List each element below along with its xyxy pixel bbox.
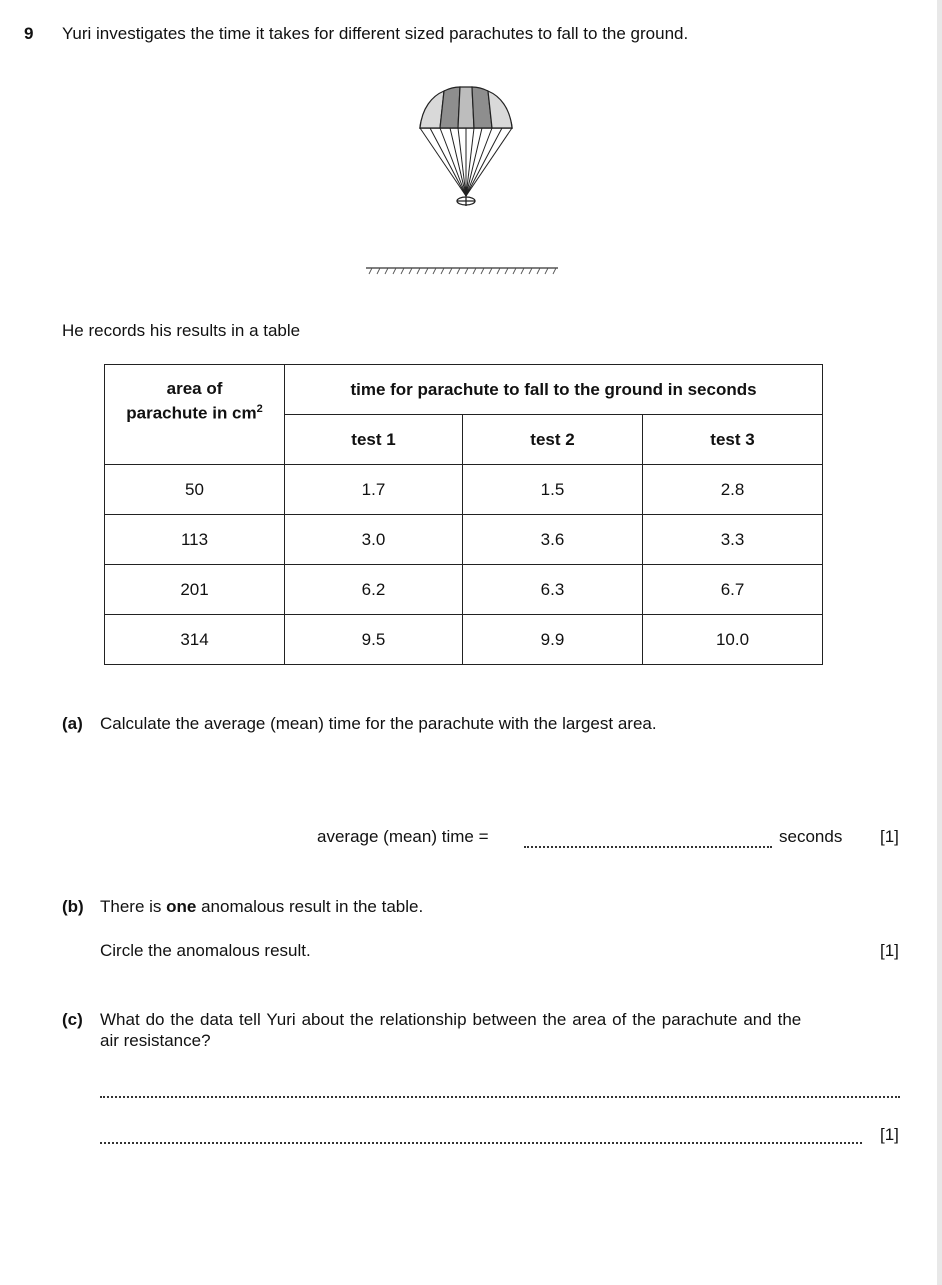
time-cell[interactable]: 10.0 <box>643 615 823 665</box>
area-cell: 50 <box>105 465 285 515</box>
area-cell: 314 <box>105 615 285 665</box>
area-header-line1: area of <box>166 379 223 398</box>
time-cell[interactable]: 1.5 <box>463 465 643 515</box>
area-header <box>105 365 285 465</box>
table-row <box>105 515 823 565</box>
part-a-text: Calculate the average (mean) time for the parachute with the largest area. <box>100 714 657 733</box>
part-a-label: (a) <box>62 714 83 733</box>
part-c-answer-line-2[interactable] <box>100 1142 862 1144</box>
question-number: 9 <box>24 24 34 43</box>
time-cell[interactable]: 6.7 <box>643 565 823 615</box>
parachute-illustration <box>410 82 522 214</box>
part-a-marks: [1] <box>880 827 899 846</box>
part-a-answer-label: average (mean) time = <box>317 827 489 846</box>
part-c-label: (c) <box>62 1010 83 1029</box>
part-b-text-after: anomalous result in the table. <box>196 897 424 916</box>
results-table <box>104 364 823 665</box>
table-row <box>105 465 823 515</box>
part-a-unit: seconds <box>779 827 843 846</box>
time-header: time for parachute to fall to the ground in seconds <box>285 365 823 415</box>
part-c-text-line1: What do the data tell Yuri about the relationship between the area of the parachute and the <box>100 1010 802 1029</box>
test-2-header: test 2 <box>463 415 643 465</box>
question-intro: Yuri investigates the time it takes for different sized parachutes to fall to the ground. <box>62 24 689 43</box>
page-edge <box>937 0 942 1285</box>
time-cell[interactable]: 9.9 <box>463 615 643 665</box>
part-c-marks: [1] <box>880 1125 899 1144</box>
time-cell[interactable]: 9.5 <box>285 615 463 665</box>
part-b-text-bold: one <box>166 897 197 916</box>
time-cell[interactable]: 6.2 <box>285 565 463 615</box>
part-a-answer-line[interactable] <box>524 846 772 848</box>
part-b-label: (b) <box>62 897 84 916</box>
test-1-header: test 1 <box>285 415 463 465</box>
table-header-row <box>105 365 823 415</box>
area-header-line2: parachute in cm <box>126 403 257 423</box>
part-b-instruction: Circle the anomalous result. <box>100 941 311 960</box>
time-cell[interactable]: 3.6 <box>463 515 643 565</box>
area-cell: 201 <box>105 565 285 615</box>
part-b-text <box>100 897 423 917</box>
time-cell[interactable]: 3.0 <box>285 515 463 565</box>
table-row <box>105 565 823 615</box>
time-cell[interactable]: 6.3 <box>463 565 643 615</box>
table-row <box>105 615 823 665</box>
ground-line <box>366 266 560 276</box>
part-c-answer-line-1[interactable] <box>100 1096 900 1098</box>
part-b-text-before: There is <box>100 897 167 916</box>
test-3-header: test 3 <box>643 415 823 465</box>
area-cell: 113 <box>105 515 285 565</box>
time-cell[interactable]: 1.7 <box>285 465 463 515</box>
time-cell[interactable]: 2.8 <box>643 465 823 515</box>
records-text: He records his results in a table <box>62 321 301 340</box>
area-header-sup: 2 <box>256 403 263 415</box>
part-c-text-line2: air resistance? <box>100 1031 211 1050</box>
time-cell[interactable]: 3.3 <box>643 515 823 565</box>
part-b-marks: [1] <box>880 941 899 960</box>
